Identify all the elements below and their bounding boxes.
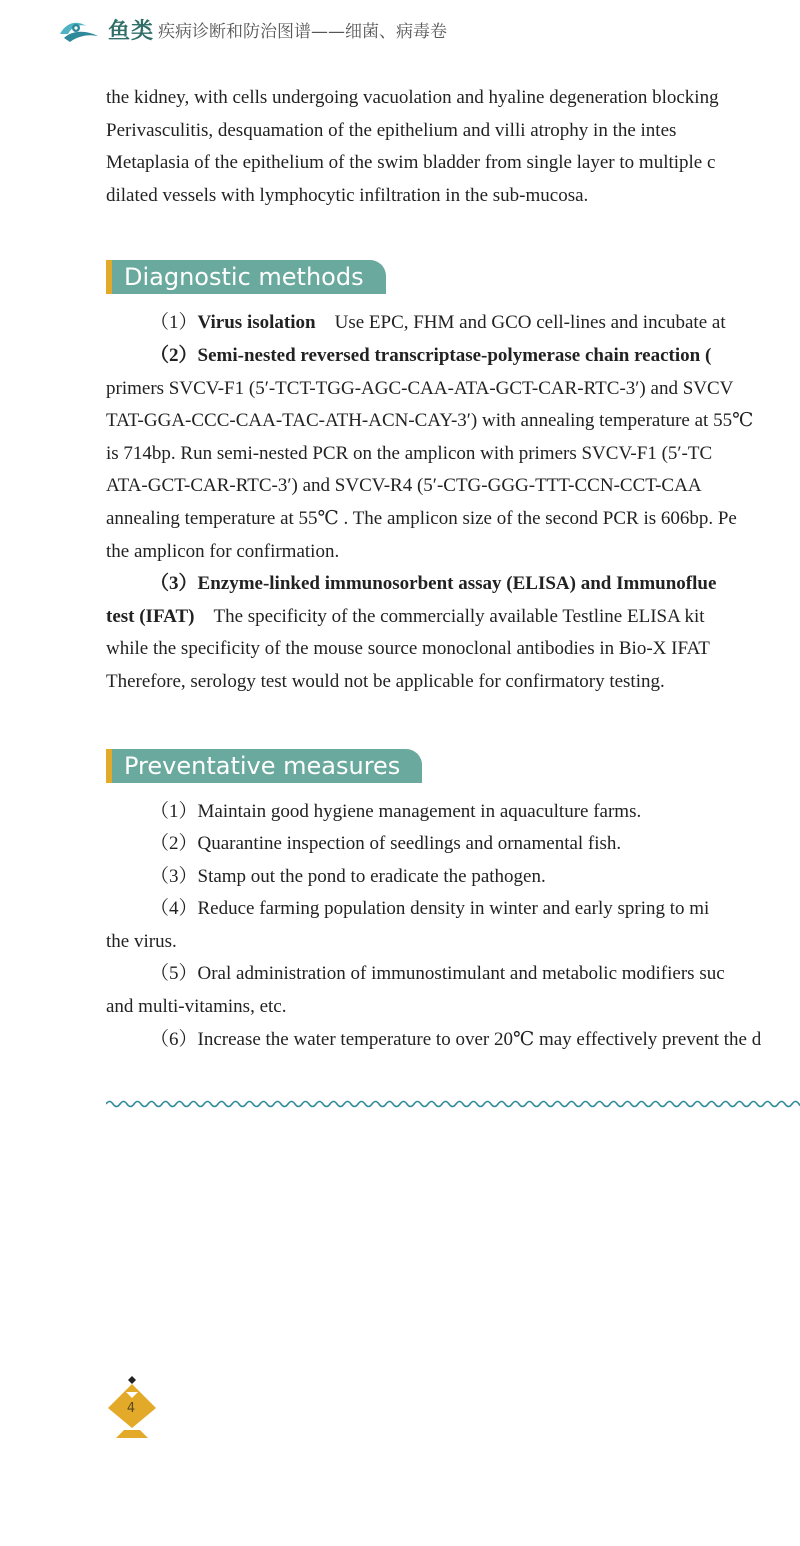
item-text-line: while the specificity of the mouse source monoclonal antibodies in Bio-X IFAT (106, 638, 710, 660)
preventative-item: （3）Stamp out the pond to eradicate the pathogen. (150, 865, 546, 887)
item-label: Virus isolation (197, 312, 316, 334)
preventative-item: （1）Maintain good hygiene management in aquaculture farms. (150, 800, 642, 822)
item-text-line: TAT-GGA-CCC-CAA-TAC-ATH-ACN-CAY-3′) with annealing temperature at 55℃ (106, 410, 754, 432)
diagnostic-item-3 (106, 568, 800, 601)
section-heading-label: Preventative measures (112, 749, 422, 783)
diagnostic-item-2 (106, 340, 800, 373)
item-text-line: ATA-GCT-CAR-RTC-3′) and SVCV-R4 (5′-CTG-GGG-TTT-CCN-CCT-CAA (106, 475, 702, 497)
diagnostic-methods-body (106, 307, 800, 698)
item-label: Enzyme-linked immunosorbent assay (ELISA) and Immunoflue (197, 573, 717, 595)
item-text-line: Therefore, serology test would not be applicable for confirmatory testing. (106, 670, 665, 692)
item-text-line: The specificity of the commercially available Testline ELISA kit (213, 605, 705, 627)
item-text: Use EPC, FHM and GCO cell-lines and incubate at (334, 312, 726, 334)
intro-line: Perivasculitis, desquamation of the epithelium and villi atrophy in the intes (106, 119, 677, 141)
preventative-item-continued: the virus. (106, 930, 177, 952)
running-header (56, 12, 447, 46)
intro-line: the kidney, with cells undergoing vacuolation and hyaline degeneration blocking (106, 87, 719, 108)
section-heading-label: Diagnostic methods (112, 260, 386, 294)
header-brand: 鱼类 (108, 18, 155, 44)
item-text-line: the amplicon for confirmation. (106, 540, 340, 562)
intro-line: dilated vessels with lymphocytic infiltration in the sub-mucosa. (106, 184, 589, 206)
section-heading-preventative (106, 749, 800, 783)
preventative-item: （4）Reduce farming population density in winter and early spring to mi (150, 898, 710, 920)
wavy-divider (106, 1096, 800, 1112)
item-text-line: primers SVCV-F1 (5′-TCT-TGG-AGC-CAA-ATA-GCT-CAR-RTC-3′) and SVCV (106, 377, 734, 399)
item-text-line: annealing temperature at 55℃ . The amplicon size of the second PCR is 606bp. Pe (106, 507, 737, 529)
diagnostic-item-1 (106, 307, 800, 340)
intro-line: Metaplasia of the epithelium of the swim bladder from single layer to multiple c (106, 152, 716, 174)
item-label-continued: test (IFAT) (106, 605, 195, 627)
item-number: （3） (150, 573, 198, 595)
preventative-item-continued: and multi-vitamins, etc. (106, 996, 287, 1018)
page-number: 4 (126, 1401, 136, 1416)
preventative-item: （2）Quarantine inspection of seedlings and ornamental fish. (150, 833, 622, 855)
intro-paragraph (106, 82, 800, 212)
section-heading-diagnostic (106, 260, 800, 294)
item-number: （1） (150, 312, 198, 334)
item-number: （2） (150, 344, 198, 366)
item-label: Semi-nested reversed transcriptase-polymerase chain reaction ( (197, 344, 712, 366)
header-subtitle: 疾病诊断和防治图谱——细菌、病毒卷 (158, 21, 448, 42)
item-text-line: is 714bp. Run semi-nested PCR on the amplicon with primers SVCV-F1 (5′-TC (106, 442, 713, 464)
fish-wave-logo-icon (56, 14, 102, 44)
preventative-measures-body (106, 796, 800, 1057)
preventative-item: （5）Oral administration of immunostimulant and metabolic modifiers suc (150, 963, 725, 985)
preventative-item: （6）Increase the water temperature to over 20℃ may effectively prevent the d (150, 1028, 762, 1050)
diagnostic-item-3-continued (106, 601, 800, 634)
page-content (106, 82, 800, 1056)
